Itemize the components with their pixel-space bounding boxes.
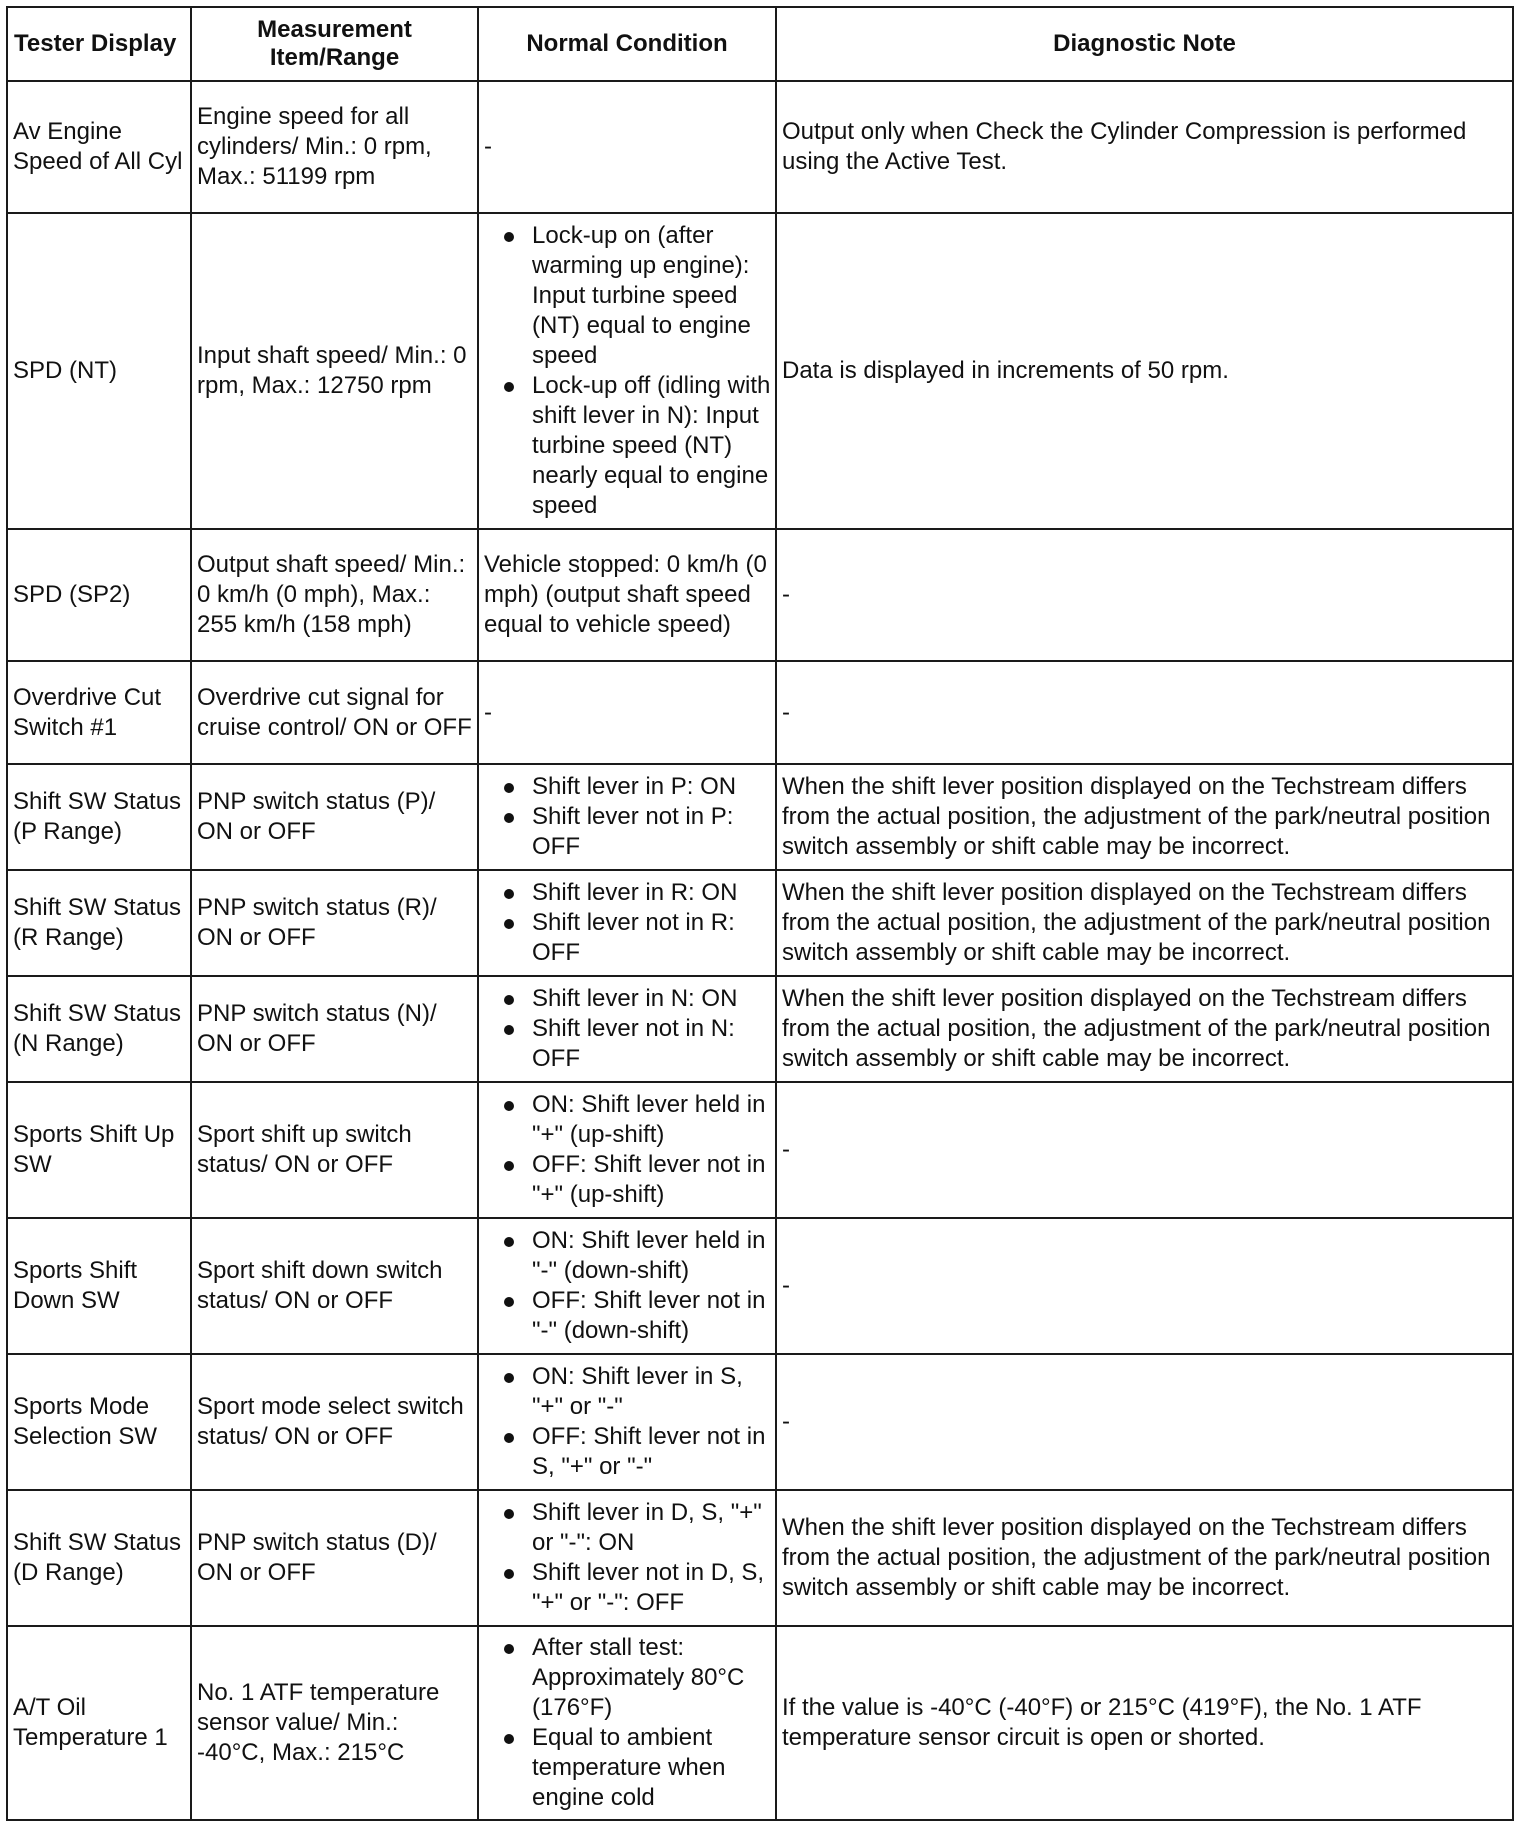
table-row [7, 976, 1513, 1082]
list-item: Shift lever in R: ON [484, 878, 771, 908]
normal-condition-cell: Vehicle stopped: 0 km/h (0 mph) (output shaft speed equal to vehicle speed) [478, 529, 776, 661]
list-item: ON: Shift lever held in "-" (down-shift) [484, 1226, 771, 1286]
tester-display-cell: SPD (NT) [7, 213, 191, 529]
header-tester-display: Tester Display [7, 7, 191, 81]
normal-condition-list [484, 984, 771, 1074]
list-item: Shift lever not in N: OFF [484, 1014, 771, 1074]
table-row [7, 1626, 1513, 1820]
normal-condition-list [484, 1362, 771, 1482]
normal-condition-cell [478, 1490, 776, 1626]
measurement-cell: PNP switch status (N)/ ON or OFF [191, 976, 478, 1082]
tester-display-cell: Sports Shift Up SW [7, 1082, 191, 1218]
list-item: ON: Shift lever held in "+" (up-shift) [484, 1090, 771, 1150]
tester-display-cell: Sports Mode Selection SW [7, 1354, 191, 1490]
measurement-cell: PNP switch status (D)/ ON or OFF [191, 1490, 478, 1626]
tester-display-cell: SPD (SP2) [7, 529, 191, 661]
tester-display-cell: Shift SW Status (R Range) [7, 870, 191, 976]
normal-condition-cell [478, 1626, 776, 1820]
normal-condition-cell [478, 976, 776, 1082]
normal-condition-cell [478, 1082, 776, 1218]
list-item: ON: Shift lever in S, "+" or "-" [484, 1362, 771, 1422]
tester-display-cell: Shift SW Status (P Range) [7, 764, 191, 870]
table-row [7, 870, 1513, 976]
normal-condition-cell [478, 870, 776, 976]
table-row [7, 1490, 1513, 1626]
diagnostic-data-table [6, 6, 1514, 1821]
diagnostic-note-cell: When the shift lever position displayed on the Techstream differs from the actual position, the adjustment of the park/neutral position switch assembly or shift cable may be incorrect. [776, 1490, 1513, 1626]
measurement-cell: Engine speed for all cylinders/ Min.: 0 rpm, Max.: 51199 rpm [191, 81, 478, 213]
table-row [7, 764, 1513, 870]
measurement-cell: Input shaft speed/ Min.: 0 rpm, Max.: 12750 rpm [191, 213, 478, 529]
measurement-cell: Sport mode select switch status/ ON or OFF [191, 1354, 478, 1490]
list-item: Lock-up on (after warming up engine): Input turbine speed (NT) equal to engine speed [484, 221, 771, 371]
list-item: Shift lever in N: ON [484, 984, 771, 1014]
diagnostic-note-cell: - [776, 1082, 1513, 1218]
normal-condition-list [484, 1498, 771, 1618]
measurement-cell: Sport shift down switch status/ ON or OFF [191, 1218, 478, 1354]
measurement-cell: Output shaft speed/ Min.: 0 km/h (0 mph), Max.: 255 km/h (158 mph) [191, 529, 478, 661]
tester-display-cell: Sports Shift Down SW [7, 1218, 191, 1354]
normal-condition-cell: - [478, 81, 776, 213]
list-item: Equal to ambient temperature when engine cold [484, 1723, 771, 1813]
measurement-cell: Overdrive cut signal for cruise control/ ON or OFF [191, 661, 478, 764]
table-header-row [7, 7, 1513, 81]
diagnostic-note-cell: Data is displayed in increments of 50 rpm. [776, 213, 1513, 529]
list-item: Shift lever not in P: OFF [484, 802, 771, 862]
normal-condition-cell: - [478, 661, 776, 764]
table-row [7, 1354, 1513, 1490]
list-item: OFF: Shift lever not in "+" (up-shift) [484, 1150, 771, 1210]
list-item: OFF: Shift lever not in "-" (down-shift) [484, 1286, 771, 1346]
list-item: Lock-up off (idling with shift lever in N): Input turbine speed (NT) nearly equal to engine speed [484, 371, 771, 521]
list-item: After stall test: Approximately 80°C (176°F) [484, 1633, 771, 1723]
table-row [7, 81, 1513, 213]
diagnostic-note-cell: When the shift lever position displayed on the Techstream differs from the actual position, the adjustment of the park/neutral position switch assembly or shift cable may be incorrect. [776, 764, 1513, 870]
diagnostic-note-cell: If the value is -40°C (-40°F) or 215°C (419°F), the No. 1 ATF temperature sensor circuit is open or shorted. [776, 1626, 1513, 1820]
diagnostic-note-cell: - [776, 1354, 1513, 1490]
tester-display-cell: Shift SW Status (D Range) [7, 1490, 191, 1626]
table-row [7, 529, 1513, 661]
normal-condition-list [484, 1226, 771, 1346]
list-item: Shift lever not in R: OFF [484, 908, 771, 968]
normal-condition-list [484, 1633, 771, 1813]
diagnostic-note-cell: When the shift lever position displayed on the Techstream differs from the actual position, the adjustment of the park/neutral position switch assembly or shift cable may be incorrect. [776, 870, 1513, 976]
tester-display-cell: Av Engine Speed of All Cyl [7, 81, 191, 213]
measurement-cell: PNP switch status (R)/ ON or OFF [191, 870, 478, 976]
diagnostic-note-cell: Output only when Check the Cylinder Compression is performed using the Active Test. [776, 81, 1513, 213]
header-normal-condition: Normal Condition [478, 7, 776, 81]
tester-display-cell: Overdrive Cut Switch #1 [7, 661, 191, 764]
normal-condition-list [484, 221, 771, 521]
measurement-cell: PNP switch status (P)/ ON or OFF [191, 764, 478, 870]
tester-display-cell: Shift SW Status (N Range) [7, 976, 191, 1082]
diagnostic-note-cell: - [776, 1218, 1513, 1354]
diagnostic-note-cell: - [776, 529, 1513, 661]
list-item: Shift lever in P: ON [484, 772, 771, 802]
diagnostic-note-cell: - [776, 661, 1513, 764]
table-row [7, 661, 1513, 764]
list-item: Shift lever not in D, S, "+" or "-": OFF [484, 1558, 771, 1618]
normal-condition-cell [478, 1218, 776, 1354]
list-item: OFF: Shift lever not in S, "+" or "-" [484, 1422, 771, 1482]
table-row [7, 213, 1513, 529]
list-item: Shift lever in D, S, "+" or "-": ON [484, 1498, 771, 1558]
tester-display-cell: A/T Oil Temperature 1 [7, 1626, 191, 1820]
diagnostic-note-cell: When the shift lever position displayed on the Techstream differs from the actual position, the adjustment of the park/neutral position switch assembly or shift cable may be incorrect. [776, 976, 1513, 1082]
normal-condition-cell [478, 213, 776, 529]
normal-condition-cell [478, 764, 776, 870]
normal-condition-list [484, 878, 771, 968]
normal-condition-cell [478, 1354, 776, 1490]
measurement-cell: No. 1 ATF temperature sensor value/ Min.: -40°C, Max.: 215°C [191, 1626, 478, 1820]
normal-condition-list [484, 1090, 771, 1210]
normal-condition-list [484, 772, 771, 862]
header-diagnostic-note: Diagnostic Note [776, 7, 1513, 81]
table-row [7, 1218, 1513, 1354]
table-row [7, 1082, 1513, 1218]
measurement-cell: Sport shift up switch status/ ON or OFF [191, 1082, 478, 1218]
header-measurement-item-range: Measurement Item/Range [191, 7, 478, 81]
